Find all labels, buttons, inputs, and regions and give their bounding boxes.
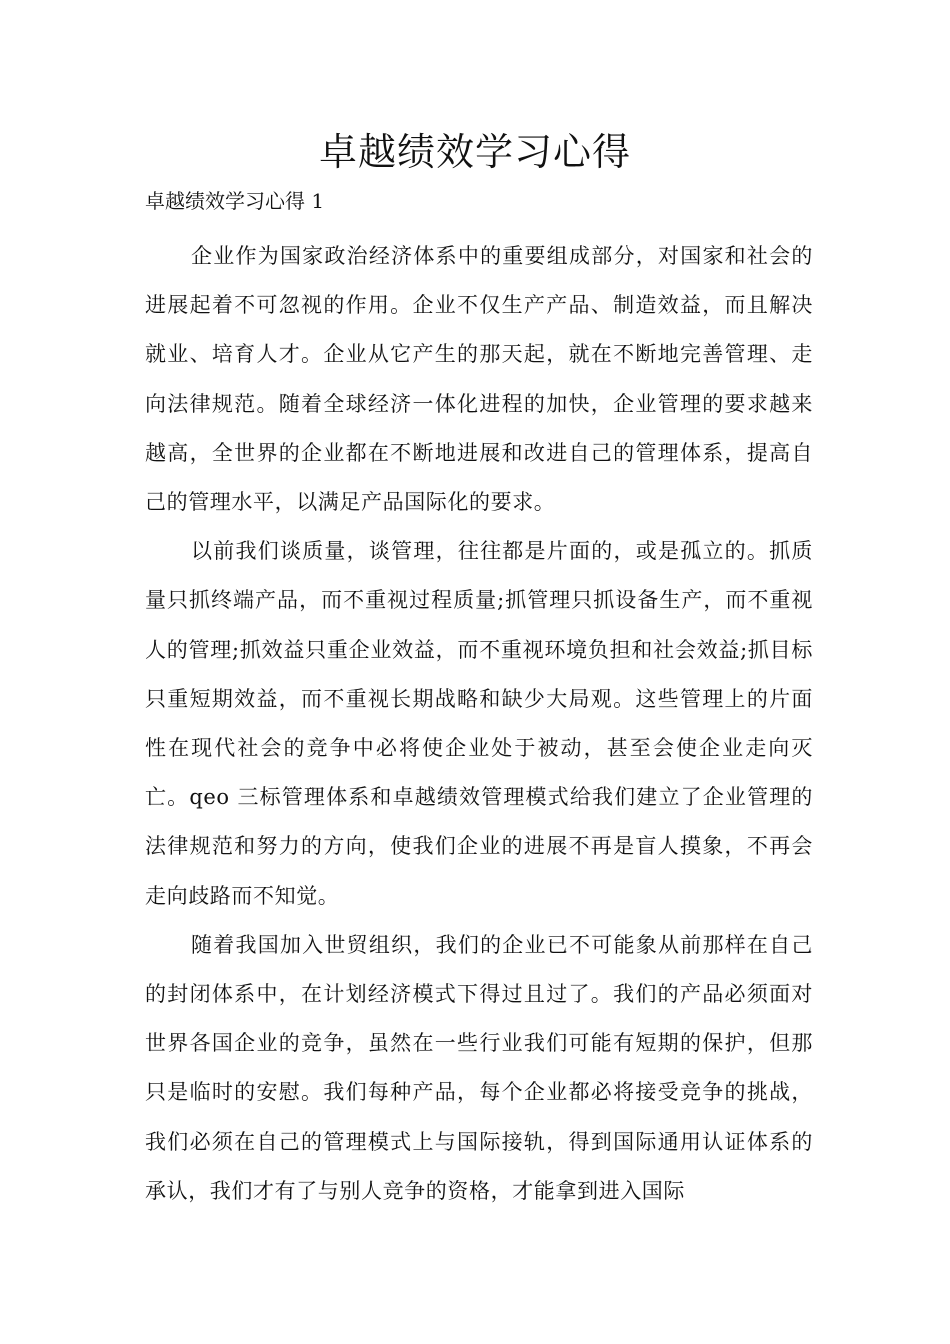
- document-title: 卓越绩效学习心得: [318, 130, 631, 174]
- document-body: [145, 232, 813, 1216]
- paragraph: 以前我们谈质量，谈管理，往往都是片面的，或是孤立的。抓质量只抓终端产品，而不重视过程质量;抓管理只抓设备生产，而不重视人的管理;抓效益只重企业效益，而不重视环境负担和社会效益;抓目标只重短期效益，而不重视长期战略和缺少大局观。这些管理上的片面性在现代社会的竞争中必将使企业处于被动，甚至会使企业走向灭亡。qeo 三标管理体系和卓越绩效管理模式给我们建立了企业管理的法律规范和努力的方向，使我们企业的进展不再是盲人摸象，不再会走向歧路而不知觉。: [145, 539, 813, 908]
- paragraph: 企业作为国家政治经济体系中的重要组成部分，对国家和社会的进展起着不可忽视的作用。企业不仅生产产品、制造效益，而且解决就业、培育人才。企业从它产生的那天起，就在不断地完善管理、走向法律规范。随着全球经济一体化进程的加快，企业管理的要求越来越高，全世界的企业都在不断地进展和改进自己的管理体系，提高自己的管理水平，以满足产品国际化的要求。: [145, 244, 813, 515]
- paragraph: 随着我国加入世贸组织，我们的企业已不可能象从前那样在自己的封闭体系中，在计划经济模式下得过且过了。我们的产品必须面对世界各国企业的竞争，虽然在一些行业我们可能有短期的保护，但那只是临时的安慰。我们每种产品，每个企业都必将接受竞争的挑战，我们必须在自己的管理模式上与国际接轨，得到国际通用认证体系的承认，我们才有了与别人竞争的资格，才能拿到进入国际: [145, 932, 813, 1203]
- document-subtitle: 卓越绩效学习心得 1: [145, 189, 325, 213]
